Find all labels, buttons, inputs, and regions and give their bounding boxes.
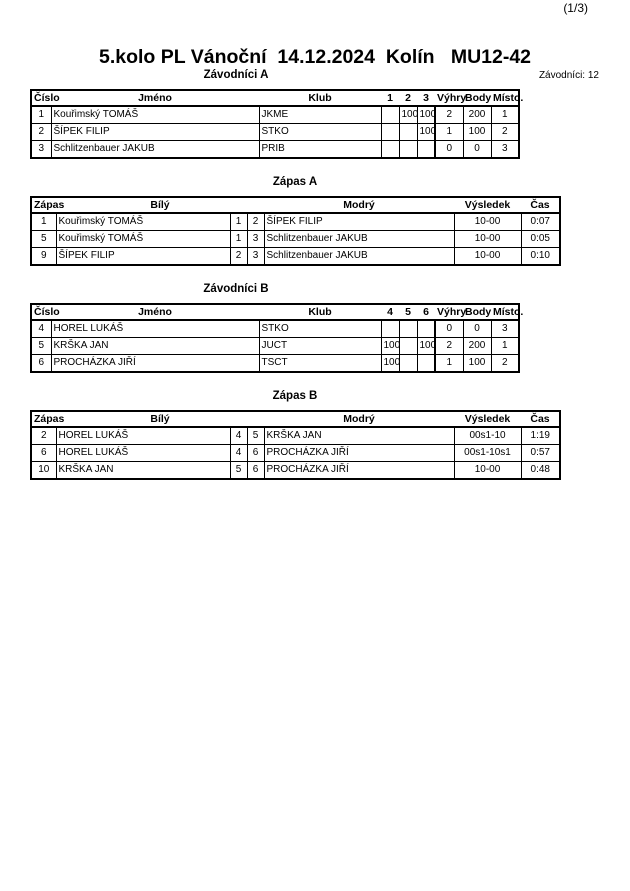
competitor-club: PRIB	[259, 141, 381, 159]
matches-b-title: Zápas B	[272, 390, 318, 402]
col-points: Body	[465, 92, 492, 104]
col-place: Místo.	[493, 306, 524, 318]
match-result: 10-00	[454, 462, 521, 480]
bout-score	[399, 320, 417, 338]
match-time: 1:19	[521, 427, 560, 445]
col-time: Čas	[521, 411, 560, 427]
table-header	[31, 90, 519, 106]
place-value: 2	[491, 355, 519, 373]
bout-score: 100	[399, 106, 417, 124]
wins-value: 0	[435, 320, 463, 338]
match-result: 00s1-10s1	[454, 445, 521, 462]
bout-score	[417, 355, 435, 373]
bout-score: 100	[381, 338, 399, 355]
group-a-table	[30, 89, 524, 159]
white-competitor: Kouřimský TOMÁŠ	[56, 213, 230, 231]
points-value: 200	[463, 106, 491, 124]
bout-score	[381, 141, 399, 159]
table-row	[31, 141, 519, 159]
match-number: 6	[31, 445, 56, 462]
matches-a-table	[30, 196, 561, 266]
competitor-club: STKO	[259, 124, 381, 141]
blue-number: 6	[247, 462, 264, 480]
wins-value: 2	[435, 106, 463, 124]
competitor-number: 3	[31, 141, 51, 159]
blue-number: 2	[247, 213, 264, 231]
points-value: 100	[463, 124, 491, 141]
match-time: 0:07	[521, 213, 560, 231]
place-value: 1	[491, 106, 519, 124]
bout-score	[399, 124, 417, 141]
bout-score	[399, 141, 417, 159]
place-value: 2	[491, 124, 519, 141]
bout-score	[381, 124, 399, 141]
white-number: 2	[230, 248, 247, 266]
col-bout-1: 1	[381, 90, 399, 106]
col-bout-3: 3	[417, 90, 435, 106]
table-header	[31, 197, 560, 213]
bout-score	[399, 338, 417, 355]
white-competitor: Kouřimský TOMÁŠ	[56, 231, 230, 248]
bout-score: 100	[381, 355, 399, 373]
blue-number: 5	[247, 427, 264, 445]
competitor-name: Kouřimský TOMÁŠ	[51, 106, 259, 124]
col-club: Klub	[259, 90, 381, 106]
competitors-count: Závodníci: 12	[538, 70, 599, 81]
blue-competitor: Schlitzenbauer JAKUB	[264, 231, 454, 248]
table-row	[31, 320, 519, 338]
competitor-number: 5	[31, 338, 51, 355]
blue-competitor: PROCHÁZKA JIŘÍ	[264, 462, 454, 480]
table-row	[31, 355, 519, 373]
match-number: 9	[31, 248, 56, 266]
bout-score: 100	[417, 106, 435, 124]
white-competitor: KRŠKA JAN	[56, 462, 230, 480]
table-row	[31, 462, 560, 480]
points-value: 0	[463, 320, 491, 338]
place-value: 3	[491, 141, 519, 159]
col-number: Číslo	[31, 304, 51, 320]
blue-competitor: PROCHÁZKA JIŘÍ	[264, 445, 454, 462]
blue-number: 3	[247, 231, 264, 248]
matches-a-title: Zápas A	[272, 176, 318, 188]
competitor-number: 1	[31, 106, 51, 124]
group-a-title: Závodníci A	[203, 69, 269, 81]
col-white: Bílý	[56, 411, 264, 427]
col-time: Čas	[521, 197, 560, 213]
bout-score	[381, 106, 399, 124]
competitor-number: 4	[31, 320, 51, 338]
col-blue: Modrý	[264, 411, 454, 427]
white-number: 5	[230, 462, 247, 480]
match-number: 5	[31, 231, 56, 248]
col-bout-5: 5	[399, 304, 417, 320]
col-bout-6: 6	[417, 304, 435, 320]
table-row	[31, 124, 519, 141]
table-row	[31, 231, 560, 248]
white-number: 4	[230, 427, 247, 445]
page-title: 5.kolo PL Vánoční 14.12.2024 Kolín MU12-42	[98, 46, 532, 68]
bout-score	[417, 141, 435, 159]
competitor-club: TSCT	[259, 355, 381, 373]
wins-value: 0	[435, 141, 463, 159]
match-time: 0:48	[521, 462, 560, 480]
competitor-number: 2	[31, 124, 51, 141]
blue-competitor: KRŠKA JAN	[264, 427, 454, 445]
bout-score	[399, 355, 417, 373]
table-row	[31, 445, 560, 462]
match-result: 10-00	[454, 248, 521, 266]
white-number: 1	[230, 231, 247, 248]
place-value: 1	[491, 338, 519, 355]
match-number: 1	[31, 213, 56, 231]
points-value: 100	[463, 355, 491, 373]
col-wins: Výhry	[437, 92, 467, 104]
table-header	[31, 304, 519, 320]
table-row	[31, 106, 519, 124]
white-number: 1	[230, 213, 247, 231]
col-white: Bílý	[56, 197, 264, 213]
col-match: Zápas	[31, 197, 56, 213]
competitor-name: HOREL LUKÁŠ	[51, 320, 259, 338]
col-bout-4: 4	[381, 304, 399, 320]
place-value: 3	[491, 320, 519, 338]
wins-value: 1	[435, 124, 463, 141]
bout-score: 100	[417, 338, 435, 355]
white-competitor: HOREL LUKÁŠ	[56, 445, 230, 462]
blue-competitor: Schlitzenbauer JAKUB	[264, 248, 454, 266]
match-result: 00s1-10	[454, 427, 521, 445]
col-place: Místo.	[493, 92, 524, 104]
competitor-club: JUCT	[259, 338, 381, 355]
bout-score: 100	[417, 124, 435, 141]
table-row	[31, 338, 519, 355]
match-result: 10-00	[454, 231, 521, 248]
competitor-name: ŠÍPEK FILIP	[51, 124, 259, 141]
table-row	[31, 427, 560, 445]
match-time: 0:10	[521, 248, 560, 266]
col-club: Klub	[259, 304, 381, 320]
col-blue: Modrý	[264, 197, 454, 213]
competitor-name: KRŠKA JAN	[51, 338, 259, 355]
table-header	[31, 411, 560, 427]
competitor-club: STKO	[259, 320, 381, 338]
white-competitor: HOREL LUKÁŠ	[56, 427, 230, 445]
match-number: 10	[31, 462, 56, 480]
col-name: Jméno	[51, 90, 259, 106]
col-result: Výsledek	[454, 411, 521, 427]
match-time: 0:05	[521, 231, 560, 248]
col-match: Zápas	[31, 411, 56, 427]
competitor-name: Schlitzenbauer JAKUB	[51, 141, 259, 159]
bout-score	[417, 320, 435, 338]
competitor-number: 6	[31, 355, 51, 373]
blue-competitor: ŠÍPEK FILIP	[264, 213, 454, 231]
bout-score	[381, 320, 399, 338]
col-points: Body	[465, 306, 492, 318]
table-row	[31, 213, 560, 231]
white-competitor: ŠÍPEK FILIP	[56, 248, 230, 266]
competitor-name: PROCHÁZKA JIŘÍ	[51, 355, 259, 373]
competitor-club: JKME	[259, 106, 381, 124]
wins-value: 1	[435, 355, 463, 373]
group-b-title: Závodníci B	[203, 283, 269, 295]
white-number: 4	[230, 445, 247, 462]
blue-number: 6	[247, 445, 264, 462]
table-row	[31, 248, 560, 266]
col-number: Číslo	[31, 90, 51, 106]
match-time: 0:57	[521, 445, 560, 462]
points-value: 0	[463, 141, 491, 159]
col-bout-2: 2	[399, 90, 417, 106]
col-name: Jméno	[51, 304, 259, 320]
page-number: (1/3)	[563, 1, 588, 15]
group-b-table	[30, 303, 524, 373]
wins-value: 2	[435, 338, 463, 355]
match-number: 2	[31, 427, 56, 445]
match-result: 10-00	[454, 213, 521, 231]
blue-number: 3	[247, 248, 264, 266]
col-wins: Výhry	[437, 306, 467, 318]
points-value: 200	[463, 338, 491, 355]
col-result: Výsledek	[454, 197, 521, 213]
matches-b-table	[30, 410, 561, 480]
